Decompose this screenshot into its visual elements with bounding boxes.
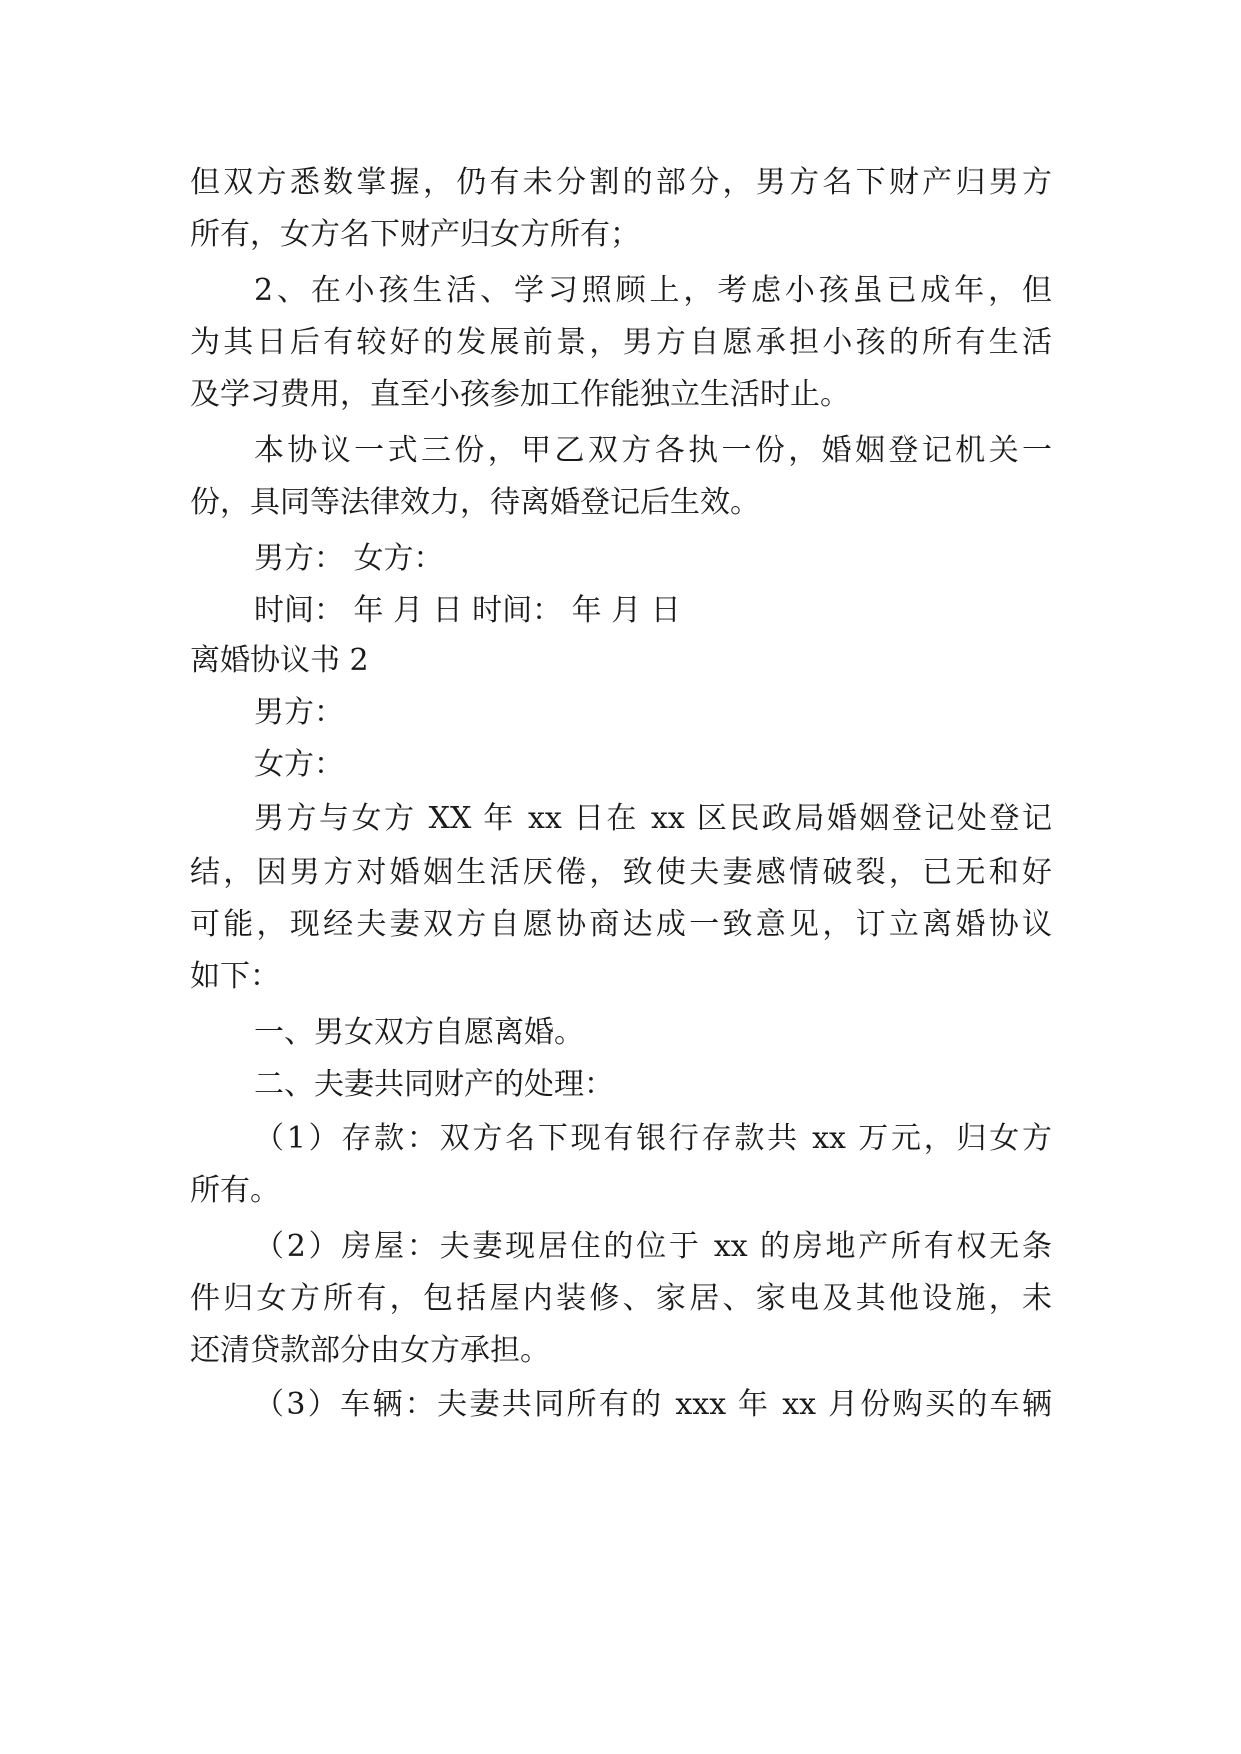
paragraph-line: 可能，现经夫妻双方自愿协商达成一致意见，订立离婚协议 xyxy=(190,907,1052,942)
clause-line: （1）存款：双方名下现有银行存款共 xx 万元，归女方 xyxy=(254,1121,1052,1156)
date-line: 时间： 年 月 日 时间： 年 月 日 xyxy=(254,593,681,628)
paragraph-line: 所有。 xyxy=(190,1173,280,1208)
party-male-line: 男方： xyxy=(254,695,344,730)
paragraph-line: 2、在小孩生活、学习照顾上，考虑小孩虽已成年，但 xyxy=(254,273,1052,308)
clause-line: （3）车辆：夫妻共同所有的 xxx 年 xx 月份购买的车辆 xyxy=(254,1387,1052,1422)
paragraph-line: 结，因男方对婚姻生活厌倦，致使夫妻感情破裂，已无和好 xyxy=(190,855,1052,890)
section-title: 离婚协议书 2 xyxy=(190,643,369,678)
paragraph-line: 及学习费用，直至小孩参加工作能独立生活时止。 xyxy=(190,377,850,412)
signature-line: 男方： 女方： xyxy=(254,541,444,576)
paragraph-line: 为其日后有较好的发展前景，男方自愿承担小孩的所有生活 xyxy=(190,325,1052,360)
paragraph-line: 本协议一式三份，甲乙双方各执一份，婚姻登记机关一 xyxy=(254,433,1052,468)
paragraph-line: 份，具同等法律效力，待离婚登记后生效。 xyxy=(190,485,760,520)
clause-line: 二、夫妻共同财产的处理： xyxy=(254,1067,614,1102)
paragraph-line: 件归女方所有，包括屋内装修、家居、家电及其他设施，未 xyxy=(190,1281,1052,1316)
paragraph-line: 还清贷款部分由女方承担。 xyxy=(190,1333,550,1368)
paragraph-line: 但双方悉数掌握，仍有未分割的部分，男方名下财产归男方 xyxy=(190,165,1052,200)
clause-line: （2）房屋：夫妻现居住的位于 xx 的房地产所有权无条 xyxy=(254,1229,1052,1264)
party-female-line: 女方： xyxy=(254,747,344,782)
paragraph-line: 所有，女方名下财产归女方所有； xyxy=(190,217,640,252)
clause-line: 一、男女双方自愿离婚。 xyxy=(254,1015,584,1050)
paragraph-line: 男方与女方 XX 年 xx 日在 xx 区民政局婚姻登记处登记 xyxy=(254,801,1052,836)
paragraph-line: 如下： xyxy=(190,959,280,994)
